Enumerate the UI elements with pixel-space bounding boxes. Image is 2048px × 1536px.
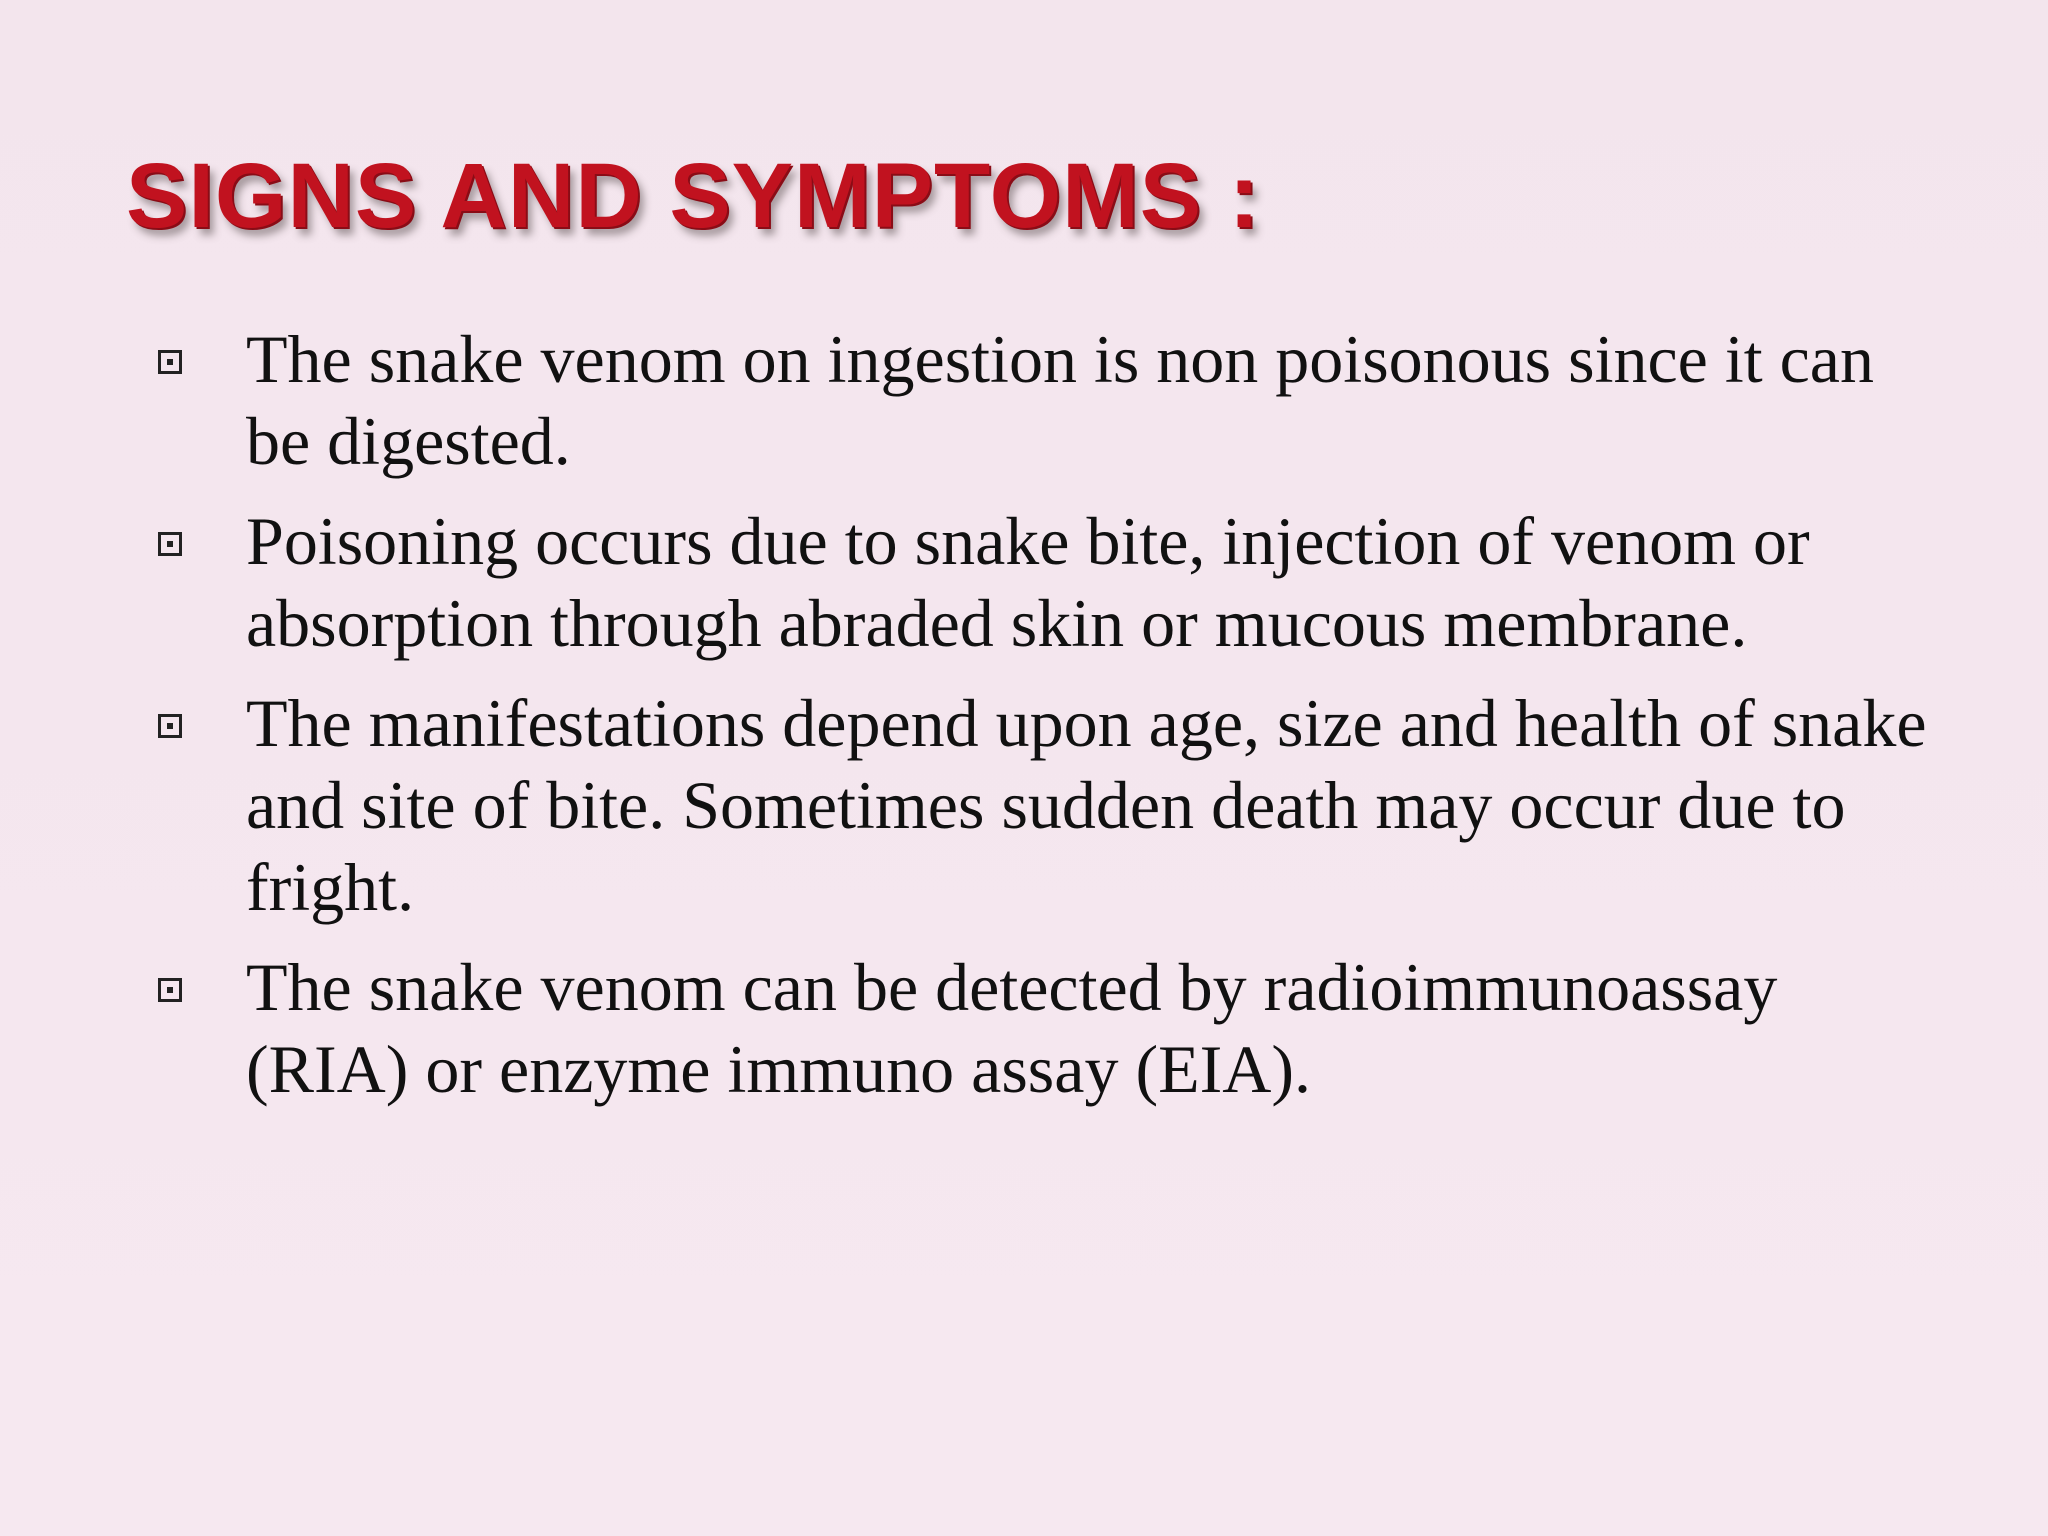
list-item — [150, 682, 1940, 928]
square-bullet-icon — [158, 532, 182, 556]
list-item — [150, 500, 1940, 664]
bullet-text: Poisoning occurs due to snake bite, injection of venom or absorption through abraded skin or mucous membrane. — [246, 503, 1810, 661]
bullet-text: The snake venom can be detected by radioimmunoassay (RIA) or enzyme immuno assay (EIA). — [246, 949, 1778, 1107]
bullet-list — [150, 318, 1940, 1128]
bullet-text: The manifestations depend upon age, size and health of snake and site of bite. Sometimes sudden death may occur due to fright. — [246, 685, 1927, 925]
slide-title: SIGNS AND SYMPTOMS : — [126, 145, 1261, 247]
square-bullet-icon — [158, 978, 182, 1002]
list-item — [150, 946, 1940, 1110]
bullet-text: The snake venom on ingestion is non poisonous since it can be digested. — [246, 321, 1874, 479]
list-item — [150, 318, 1940, 482]
square-bullet-icon — [158, 714, 182, 738]
square-bullet-icon — [158, 350, 182, 374]
